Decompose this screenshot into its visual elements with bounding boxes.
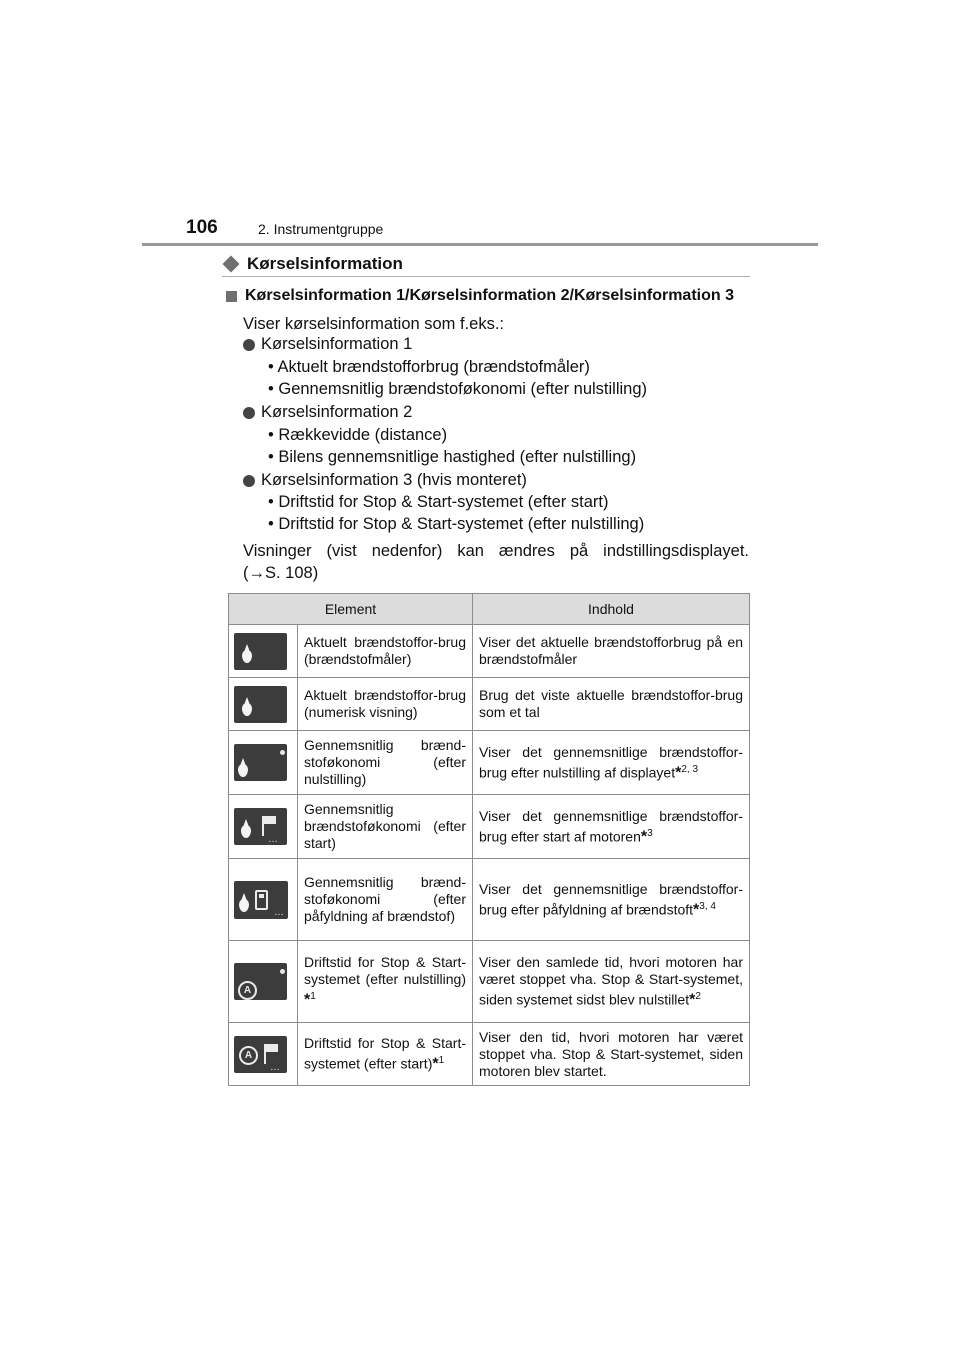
row-content: Viser det gennemsnitlige brændstoffor-brug efter påfyldning af brændstoft*$^{3, 4}$ — [473, 859, 750, 941]
row-element: Gennemsnitlig brændstoføkonomi (efter start) — [298, 795, 473, 859]
row-content: Viser den tid, hvori motoren har været stoppet vha. Stop & Start-systemet, siden motoren blev startet. — [473, 1023, 750, 1086]
table-row — [229, 795, 750, 859]
table-row — [229, 1023, 750, 1086]
list-item: • Driftstid for Stop & Start-systemet (efter start) — [268, 493, 609, 511]
intro-text: Viser kørselsinformation som f.eks.: — [243, 315, 505, 333]
stop-start-reset-icon: A — [234, 963, 287, 1000]
header-divider — [142, 243, 818, 246]
row-element: Gennemsnitlig brænd-stoføkonomi (efter påfyldning af brændstof) — [298, 859, 473, 941]
row-content: Viser det aktuelle brændstofforbrug på en brændstofmåler — [473, 625, 750, 678]
row-element: Driftstid for Stop & Start-systemet (efter nulstilling) *$^1$ — [298, 941, 473, 1023]
round-bullet-icon — [243, 339, 255, 351]
running-header: 2. Instrumentgruppe — [258, 221, 384, 237]
table-row — [229, 731, 750, 795]
section-heading — [222, 254, 403, 274]
list-item: • Bilens gennemsnitlige hastighed (efter nulstilling) — [268, 448, 637, 466]
list-item: • Rækkevidde (distance) — [268, 426, 448, 444]
page-number: 106 — [186, 217, 218, 238]
square-bullet-icon — [226, 291, 237, 302]
page-reference-link[interactable]: (→S. 108) — [243, 564, 319, 582]
group-heading: Kørselsinformation 2 — [243, 403, 412, 422]
section-divider — [222, 276, 750, 277]
fuel-drop-pump-icon: … — [234, 881, 288, 919]
fuel-drop-icon — [234, 633, 287, 670]
list-item: • Gennemsnitlig brændstoføkonomi (efter nulstilling) — [268, 380, 648, 398]
diamond-bullet-icon — [223, 256, 240, 273]
list-item: • Driftstid for Stop & Start-systemet (efter nulstilling) — [268, 515, 645, 533]
fuel-drop-flag-icon: … — [234, 808, 287, 845]
note-text: Visninger (vist nedenfor) kan ændres på indstillingsdisplayet. — [243, 542, 749, 560]
row-element: Aktuelt brændstoffor-brug (numerisk visning) — [298, 678, 473, 731]
column-header-content: Indhold — [473, 594, 750, 625]
fuel-drop-reset-icon — [234, 744, 287, 781]
display-items-table — [228, 593, 750, 1086]
list-item: • Aktuelt brændstofforbrug (brændstofmåler) — [268, 358, 590, 376]
group-heading: Kørselsinformation 3 (hvis monteret) — [243, 471, 527, 490]
fuel-drop-icon — [234, 686, 287, 723]
row-element: Aktuelt brændstoffor-brug (brændstofmåler) — [298, 625, 473, 678]
table-row — [229, 859, 750, 941]
round-bullet-icon — [243, 407, 255, 419]
round-bullet-icon — [243, 475, 255, 487]
row-content: Viser den samlede tid, hvori motoren har været stoppet vha. Stop & Start-systemet, siden systemet sidst blev nulstillet*$^2$ — [473, 941, 750, 1023]
subsection-title: Kørselsinformation 1/Kørselsinformation 2/Kørselsinformation 3 — [245, 287, 734, 304]
row-content: Viser det gennemsnitlige brændstoffor-brug efter nulstilling af displayet*$^{2, 3}$ — [473, 731, 750, 795]
section-title: Kørselsinformation — [247, 254, 403, 273]
row-content: Brug det viste aktuelle brændstoffor-brug som et tal — [473, 678, 750, 731]
table-row — [229, 941, 750, 1023]
table-row — [229, 625, 750, 678]
row-element: Gennemsnitlig brænd-stoføkonomi (efter nulstilling) — [298, 731, 473, 795]
table-row — [229, 678, 750, 731]
group-heading: Kørselsinformation 1 — [243, 335, 412, 354]
row-content: Viser det gennemsnitlige brændstoffor-brug efter start af motoren*$^3$ — [473, 795, 750, 859]
column-header-element: Element — [229, 594, 473, 625]
stop-start-flag-icon: A … — [234, 1036, 287, 1073]
subsection-heading — [226, 287, 734, 305]
row-element: Driftstid for Stop & Start-systemet (efter start)*$^1$ — [298, 1023, 473, 1086]
